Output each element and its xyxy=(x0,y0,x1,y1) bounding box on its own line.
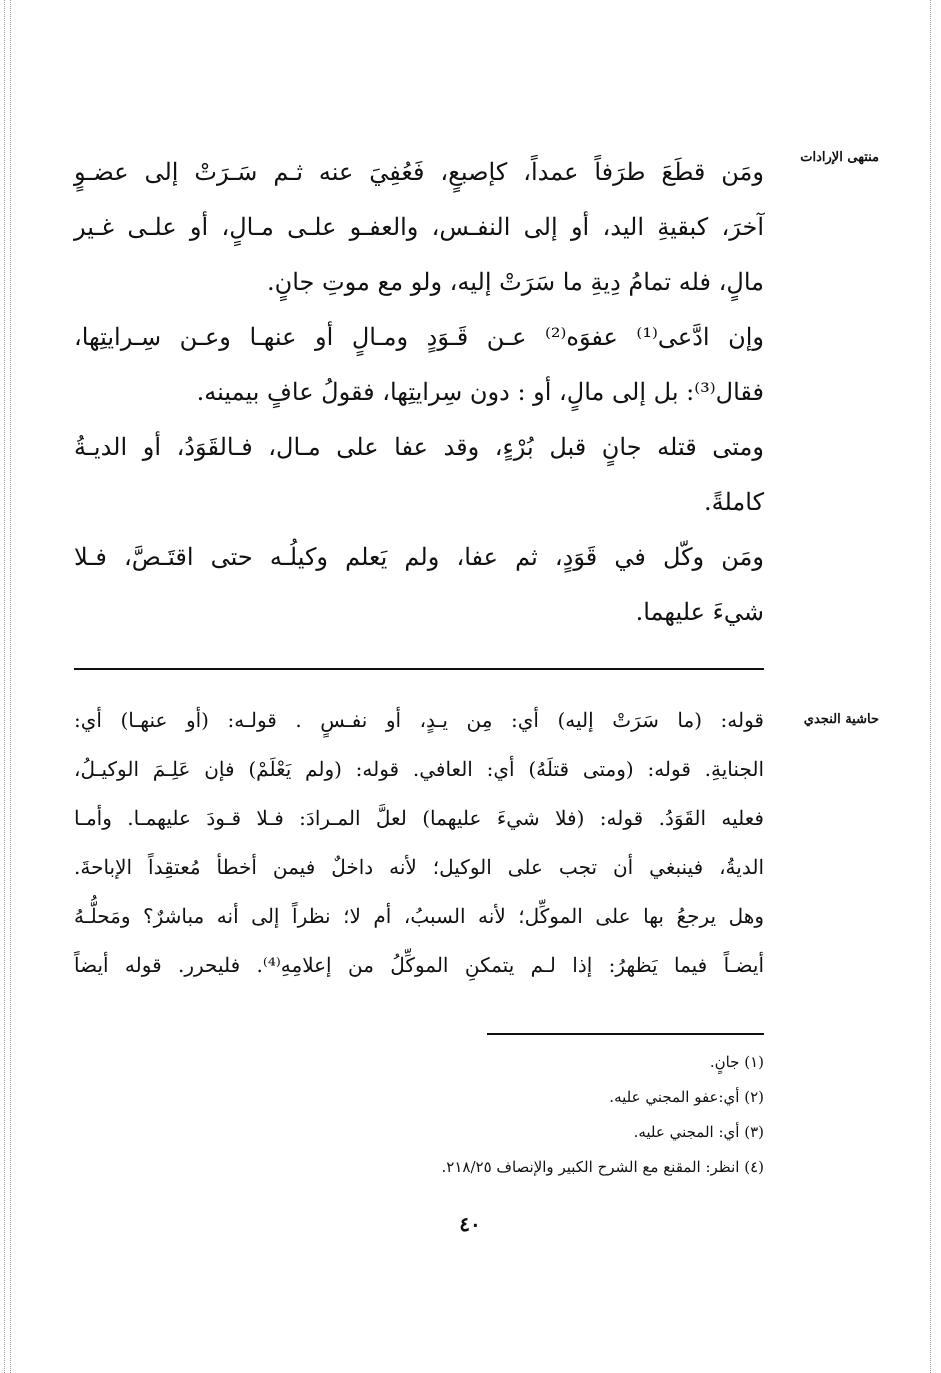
main-line: ومَن قطَعَ طرَفاً عمداً، كإصبعٍ، فَعُفِيَ عنه ثـم سَـرَتْ إلى عضـوٍ xyxy=(74,158,765,186)
scan-edge-left-inner xyxy=(10,0,11,1373)
scan-edge-left xyxy=(4,0,5,1373)
commentary-line: الديةُ، فينبغي أن تجب على الوكيل؛ لأنه داخلٌ فيمن أخطأ مُعتقِداً الإباحةَ. xyxy=(74,855,764,879)
scan-edge-right xyxy=(930,0,931,1373)
main-line: فقال⁽³⁾: بل إلى مالٍ، أو : دون سِرايتِها، فقولُ عافٍ بيمينه. xyxy=(196,378,764,406)
main-line: شيءَ عليهما. xyxy=(635,598,764,626)
commentary-line: قوله: (ما سَرَتْ إليه) أي: مِن يـدٍ، أو نفـسٍ . قولـه: (أو عنهـا) أي: xyxy=(74,708,764,732)
main-line: وإن ادَّعى⁽¹⁾ عفوَه⁽²⁾ عـن قَـوَدٍ ومـالٍ أو عنهـا وعـن سِـرايتِها، xyxy=(74,323,765,351)
main-line: ومتى قتله جانٍ قبل بُرْءٍ، وقد عفا على مـال، فـالقَوَدُ، أو الديـةُ xyxy=(74,433,764,461)
commentary-line: فعليه القَوَدُ. قوله: (فلا شيءَ عليهما) لعلَّ المـرادَ: فـلا قـودَ عليهمـا. وأمـا xyxy=(74,806,764,830)
footnote-divider xyxy=(487,1033,764,1035)
footnotes xyxy=(300,1045,764,1185)
section-divider xyxy=(74,668,764,670)
main-line: ومَن وكّل في قَوَدٍ، ثم عفا، ولم يَعلم وكيلُـه حتى اقتَـصَّ، فـلا xyxy=(74,543,764,571)
footnote: (٣) أي: المجني عليه. xyxy=(633,1123,764,1141)
main-line: آخرَ، كبقيةِ اليد، أو إلى النفـس، والعفـو علـى مـالٍ، أو علـى غـير xyxy=(74,213,764,241)
commentary-line: الجنايةِ. قوله: (ومتى قتلَهُ) أي: العافي. قوله: (ولم يَعْلَمْ) فإن عَلِـمَ الوكيـلُ، xyxy=(74,757,765,781)
side-label-commentary: حاشية النجدي xyxy=(803,712,879,727)
page-number: ٤٠ xyxy=(459,1212,481,1236)
commentary-line: وهل يرجعُ بها على الموكِّل؛ لأنه السببُ، أم لا؛ نظراً إلى أنه مباشرٌ؟ ومَحلُّـهُ xyxy=(74,904,764,928)
side-label-main: منتهى الإرادات xyxy=(800,150,879,165)
commentary-text xyxy=(74,696,764,990)
main-line: مالٍ، فله تمامُ دِيةِ ما سَرَتْ إليه، ولو مع موتِ جانٍ. xyxy=(266,268,764,296)
footnote: (٢) أي:عفو المجني عليه. xyxy=(609,1088,764,1106)
footnote: (٤) انظر: المقنع مع الشرح الكبير والإنصاف ٢١٨/٢٥. xyxy=(441,1158,764,1176)
footnote: (١) جانٍ. xyxy=(709,1053,764,1071)
commentary-line: أيضـاً فيما يَظهرُ: إذا لـم يتمكنِ الموكِّلُ من إعلامِهِ⁽⁴⁾. فليحرر. قوله أيضاً xyxy=(74,953,765,977)
main-line: كاملةً. xyxy=(703,488,764,516)
main-text xyxy=(74,145,764,640)
